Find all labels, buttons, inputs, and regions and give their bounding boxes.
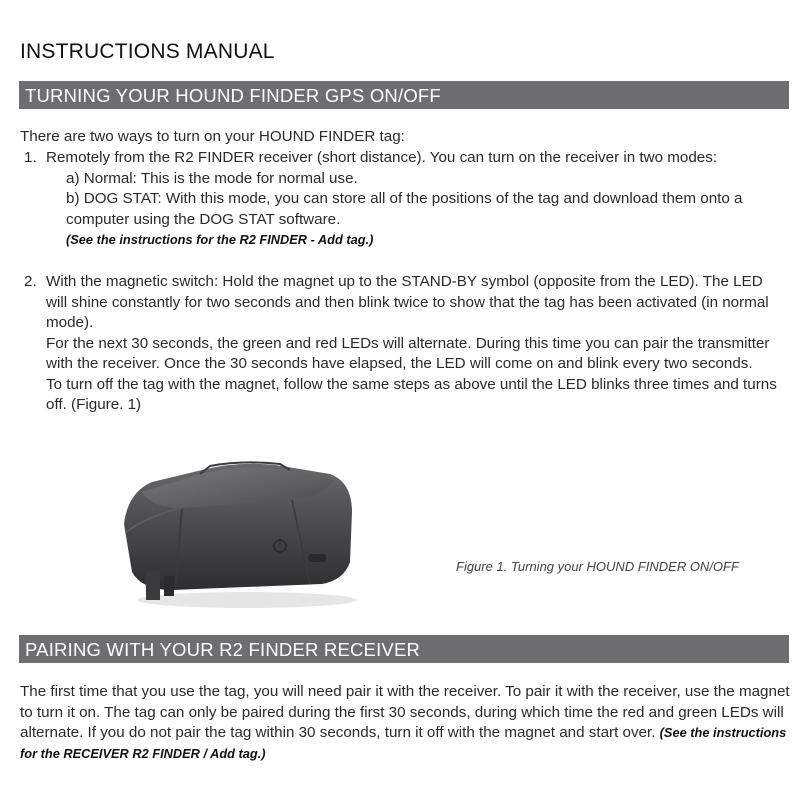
list-item-2 [24,272,784,416]
gps-tag-device-photo [112,452,372,612]
turn-off-text: To turn off the tag with the magnet, follow the same steps as above until the LED blinks three times and turns off. (Figure. 1) [46,375,777,413]
receiver-note: (See the instructions for the RECEIVER R2 FINDER / Add tag.) [20,725,787,761]
list-number: 1. [24,149,37,166]
section-heading-pairing: PAIRING WITH YOUR R2 FINDER RECEIVER [19,635,789,663]
item1-text: Remotely from the R2 FINDER receiver (short distance). You can turn on the receiver in two modes: [46,149,718,166]
mode-dog-stat: b) DOG STAT: With this mode, you can store all of the positions of the tag and download them onto a computer using the DOG STAT software. [66,190,743,228]
device-illustration [112,452,372,612]
mode-normal: a) Normal: This is the mode for normal use. [66,169,358,187]
intro-text: There are two ways to turn on your HOUND FINDER tag: [20,128,405,145]
instructions-list [24,148,784,416]
figure-caption: Figure 1. Turning your HOUND FINDER ON/OFF [456,559,739,574]
list-item-1 [24,148,784,250]
section-heading-on-off: TURNING YOUR HOUND FINDER GPS ON/OFF [19,81,789,109]
r2-finder-note: (See the instructions for the R2 FINDER - Add tag.) [66,232,374,247]
pairing-window-text: For the next 30 seconds, the green and red LEDs will alternate. During this time you can pair the transmitter with the receiver. Once the 30 seconds have elapsed, the LED will come on and blink every two seconds. [46,334,770,372]
pairing-text: The first time that you use the tag, you will need pair it with the receiver. To pair it with the receiver, use the magnet to turn it on. The tag can only be paired during the first 30 seconds, during which time the red and green LEDs will alternate. If you do not pair the tag within 30 seconds, turn it off with the magnet and start over. [20,683,790,742]
magnetic-switch-text: With the magnetic switch: Hold the magnet up to the STAND-BY symbol (opposite from the LED). The LED will shine constantly for two seconds and then blink twice to show that the tag has been activated (in normal mode). [46,273,769,331]
list-number: 2. [24,273,37,290]
page-title: INSTRUCTIONS MANUAL [20,40,275,63]
pairing-paragraph [20,682,790,764]
